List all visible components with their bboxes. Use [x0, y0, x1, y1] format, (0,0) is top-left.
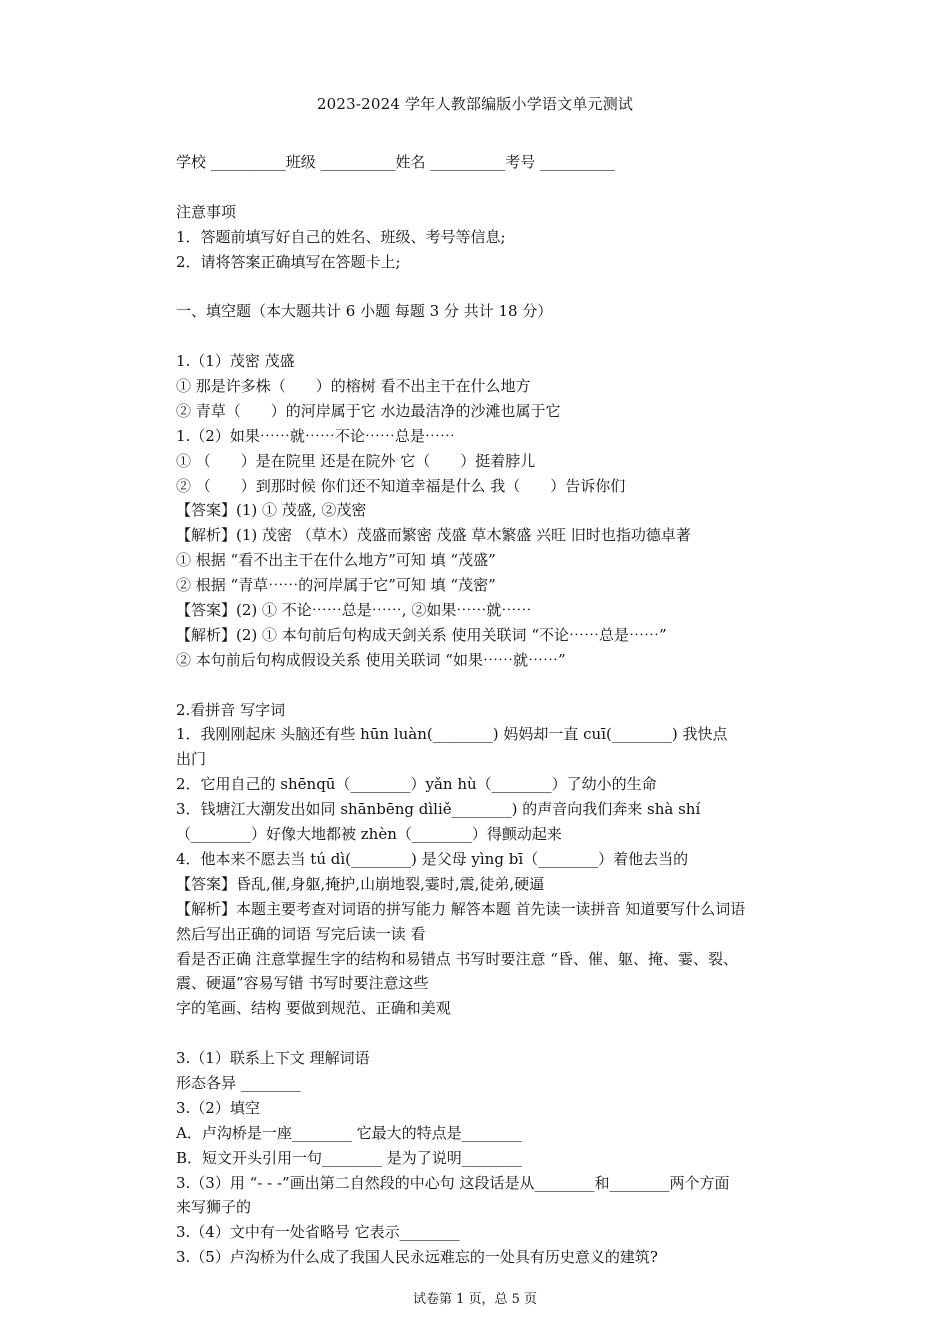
question-line: ① 那是许多株（ ）的榕树 看不出主干在什么地方 — [176, 377, 531, 396]
answer-line: 【答案】(2) ① 不论⋯⋯总是⋯⋯, ②如果⋯⋯就⋯⋯ — [176, 601, 532, 620]
question-line: （________）好像大地都被 zhèn（________）得颤动起来 — [176, 825, 562, 844]
analysis-line: 然后写出正确的词语 写完后读一读 看 — [176, 924, 426, 943]
notice-heading: 注意事项 — [176, 202, 237, 221]
analysis-line: 字的笔画、结构 要做到规范、正确和美观 — [176, 999, 451, 1018]
question-line: 3.（1）联系上下文 理解词语 — [176, 1049, 370, 1068]
page-footer: 试卷第 1 页，总 5 页 — [412, 1292, 538, 1307]
question-line: 3.（5）卢沟桥为什么成了我国人民永远难忘的一处具有历史意义的建筑? — [176, 1248, 658, 1267]
spacer — [176, 673, 816, 698]
analysis-line: ② 根据 “青草⋯⋯的河岸属于它”可知 填 “茂密” — [176, 576, 496, 595]
analysis-line: 震、硬逼”容易写错 书写时要注意这些 — [176, 974, 429, 993]
question-2 — [176, 698, 816, 1022]
analysis-line: 【解析】本题主要考查对词语的拼写能力 解答本题 首先读一读拼音 知道要写什么词语 — [176, 899, 746, 918]
analysis-line: 【解析】(2) ① 本句前后句构成天剑关系 使用关联词 “不论⋯⋯总是⋯⋯” — [176, 625, 667, 644]
analysis-line: ① 根据 “看不出主干在什么地方”可知 填 “茂盛” — [176, 551, 496, 570]
student-info-line: 学校 __________班级 __________姓名 __________考号 __________ — [176, 153, 616, 171]
question-line: B．短文开头引用一句________ 是为了说明________ — [176, 1148, 522, 1167]
document-body — [176, 150, 816, 1270]
answer-line: 【答案】昏乱,催,身躯,掩护,山崩地裂,霎时,震,徒弟,硬逼 — [176, 874, 545, 893]
analysis-line: 【解析】(1) 茂密 （草木）茂盛而繁密 茂盛 草木繁盛 兴旺 旧时也指功德卓著 — [176, 526, 691, 545]
question-line: 2．它用自己的 shēnqū（________）yǎn hù（________）了幼小的生命 — [176, 775, 657, 794]
question-line: 出门 — [176, 750, 207, 769]
question-line: 3.（2）填空 — [176, 1098, 260, 1117]
spacer — [176, 1021, 816, 1046]
question-line: 4．他本来不愿去当 tú dì(________) 是父母 yìng bī（________）着他去当的 — [176, 849, 689, 868]
question-line: 形态各异 ________ — [176, 1073, 301, 1092]
question-line: 2.看拼音 写字词 — [176, 700, 286, 719]
spacer — [176, 274, 816, 299]
question-3 — [176, 1046, 816, 1270]
question-line: ① （ ）是在院里 还是在院外 它（ ）挺着脖儿 — [176, 451, 536, 470]
answer-line: 【答案】(1) ① 茂盛, ②茂密 — [176, 501, 367, 520]
notice-item: 2．请将答案正确填写在答题卡上; — [176, 252, 401, 271]
question-line: 3．钱塘江大潮发出如同 shānbēng dìliě________) 的声音向我们奔来 shà shí — [176, 800, 701, 819]
section-title: 一、填空题（本大题共计 6 小题 每题 3 分 共计 18 分） — [176, 302, 553, 321]
analysis-line: 看是否正确 注意掌握生字的结构和易错点 书写时要注意 “昏、催、躯、掩、霎、裂、 — [176, 949, 738, 968]
question-line: ② 青草（ ）的河岸属于它 水边最洁净的沙滩也属于它 — [176, 401, 561, 420]
question-line: 3.（4）文中有一处省略号 它表示________ — [176, 1223, 460, 1242]
question-line: ② （ ）到那时候 你们还不知道幸福是什么 我（ ）告诉你们 — [176, 476, 626, 495]
question-1 — [176, 349, 816, 673]
spacer — [176, 175, 816, 200]
question-line: 1.（2）如果⋯⋯就⋯⋯不论⋯⋯总是⋯⋯ — [176, 426, 455, 445]
analysis-line: ② 本句前后句构成假设关系 使用关联词 “如果⋯⋯就⋯⋯” — [176, 650, 566, 669]
question-line: A．卢沟桥是一座________ 它最大的特点是________ — [176, 1123, 522, 1142]
question-line: 3.（3）用 “- - -”画出第二自然段的中心句 这段话是从________和________两个方面 — [176, 1173, 730, 1192]
question-line: 1.（1）茂密 茂盛 — [176, 352, 295, 371]
question-line: 1．我刚刚起床 头脑还有些 hūn luàn(________) 妈妈却一直 cuī(________) 我快点 — [176, 725, 728, 744]
page-title: 2023-2024 学年人教部编版小学语文单元测试 — [316, 95, 634, 113]
notice-item: 1．答题前填写好自己的姓名、班级、考号等信息; — [176, 227, 506, 246]
question-line: 来写狮子的 — [176, 1198, 252, 1217]
spacer — [176, 324, 816, 349]
